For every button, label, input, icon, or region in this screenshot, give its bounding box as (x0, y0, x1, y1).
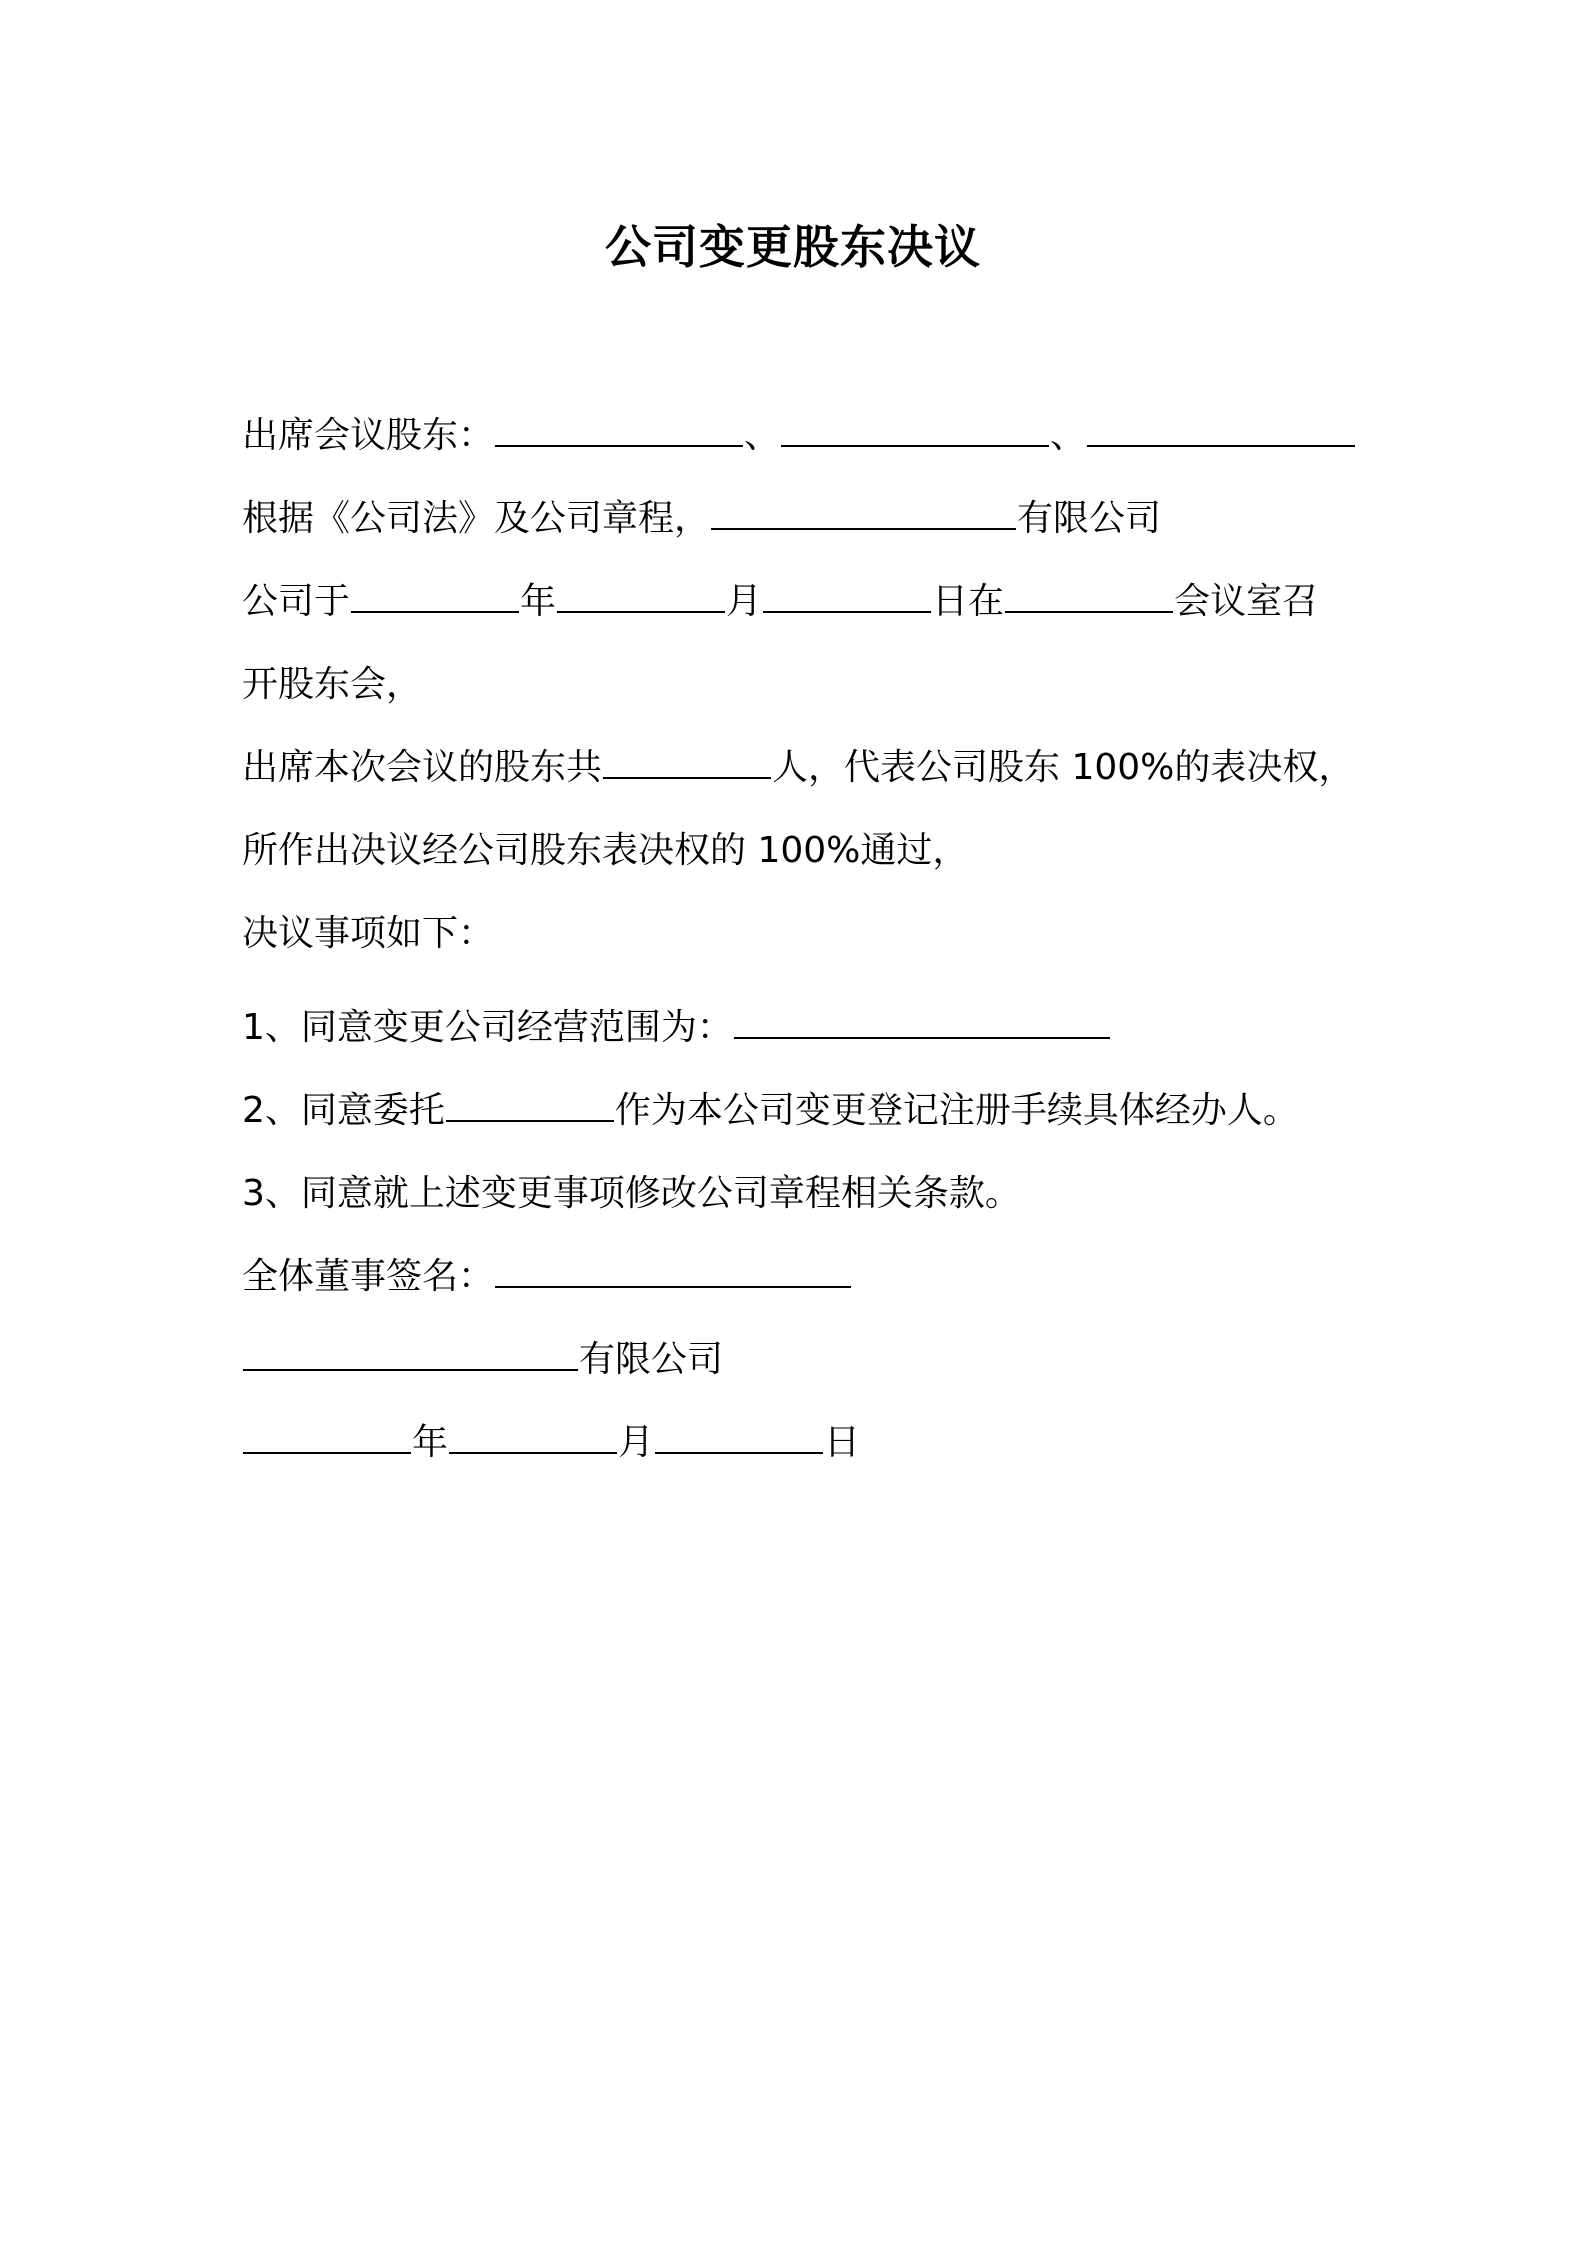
attendance-prefix: 出席本次会议的股东共 (242, 747, 603, 788)
item-2-prefix: 2、同意委托 (242, 1090, 445, 1131)
footer-month-blank[interactable] (449, 1420, 617, 1454)
attendance-suffix: 人，代表公司股东 100%的表决权， (772, 747, 1355, 788)
signature-line (242, 1249, 852, 1305)
separator: 、 (1050, 415, 1087, 456)
item-2-suffix: 作为本公司变更登记注册手续具体经办人。 (614, 1090, 1299, 1131)
footer-year-blank[interactable] (243, 1420, 411, 1454)
basis-line (242, 491, 1161, 547)
agent-name-blank[interactable] (446, 1088, 614, 1122)
resolutions-header: 决议事项如下： (242, 913, 495, 954)
resolution-item-1 (242, 1000, 1111, 1056)
resolution-item-3: 3、同意就上述变更事项修改公司章程相关条款。 (242, 1173, 1021, 1214)
meeting-month-blank[interactable] (557, 579, 725, 613)
item-1-text: 1、同意变更公司经营范围为： (242, 1007, 733, 1048)
company-suffix: 有限公司 (1017, 498, 1162, 539)
resolution-item-2 (242, 1083, 1299, 1139)
attendee-blank-1[interactable] (495, 413, 743, 447)
company-name-blank[interactable] (711, 496, 1016, 530)
director-signature-blank[interactable] (495, 1254, 851, 1288)
meeting-day-blank[interactable] (763, 579, 931, 613)
footer-company-line (242, 1332, 723, 1388)
separator: 、 (744, 415, 781, 456)
footer-year-label: 年 (412, 1422, 449, 1463)
attendee-blank-3[interactable] (1087, 413, 1355, 447)
signature-label: 全体董事签名： (242, 1256, 495, 1297)
footer-date-line (242, 1415, 860, 1471)
passed-line: 所作出决议经公司股东表决权的 100%通过， (242, 830, 969, 871)
attendee-count-blank[interactable] (603, 745, 771, 779)
page-title: 公司变更股东决议 (605, 220, 981, 274)
footer-day-label: 日 (824, 1422, 861, 1463)
meeting-date-line (242, 574, 1318, 630)
convene-line: 开股东会， (242, 664, 423, 705)
footer-month-label: 月 (618, 1422, 655, 1463)
company-on-text: 公司于 (242, 581, 351, 622)
month-label: 月 (726, 581, 763, 622)
basis-text: 根据《公司法》及公司章程， (242, 498, 711, 539)
meeting-room-text: 会议室召 (1174, 581, 1319, 622)
meeting-place-blank[interactable] (1005, 579, 1173, 613)
attendee-blank-2[interactable] (781, 413, 1049, 447)
footer-company-suffix: 有限公司 (579, 1339, 724, 1380)
year-label: 年 (520, 581, 557, 622)
attendees-line (242, 408, 1356, 464)
attendance-line (242, 740, 1354, 796)
footer-company-blank[interactable] (243, 1337, 578, 1371)
business-scope-blank[interactable] (734, 1005, 1110, 1039)
meeting-year-blank[interactable] (351, 579, 519, 613)
attendees-label: 出席会议股东： (242, 415, 495, 456)
footer-day-blank[interactable] (655, 1420, 823, 1454)
day-at-label: 日在 (932, 581, 1005, 622)
